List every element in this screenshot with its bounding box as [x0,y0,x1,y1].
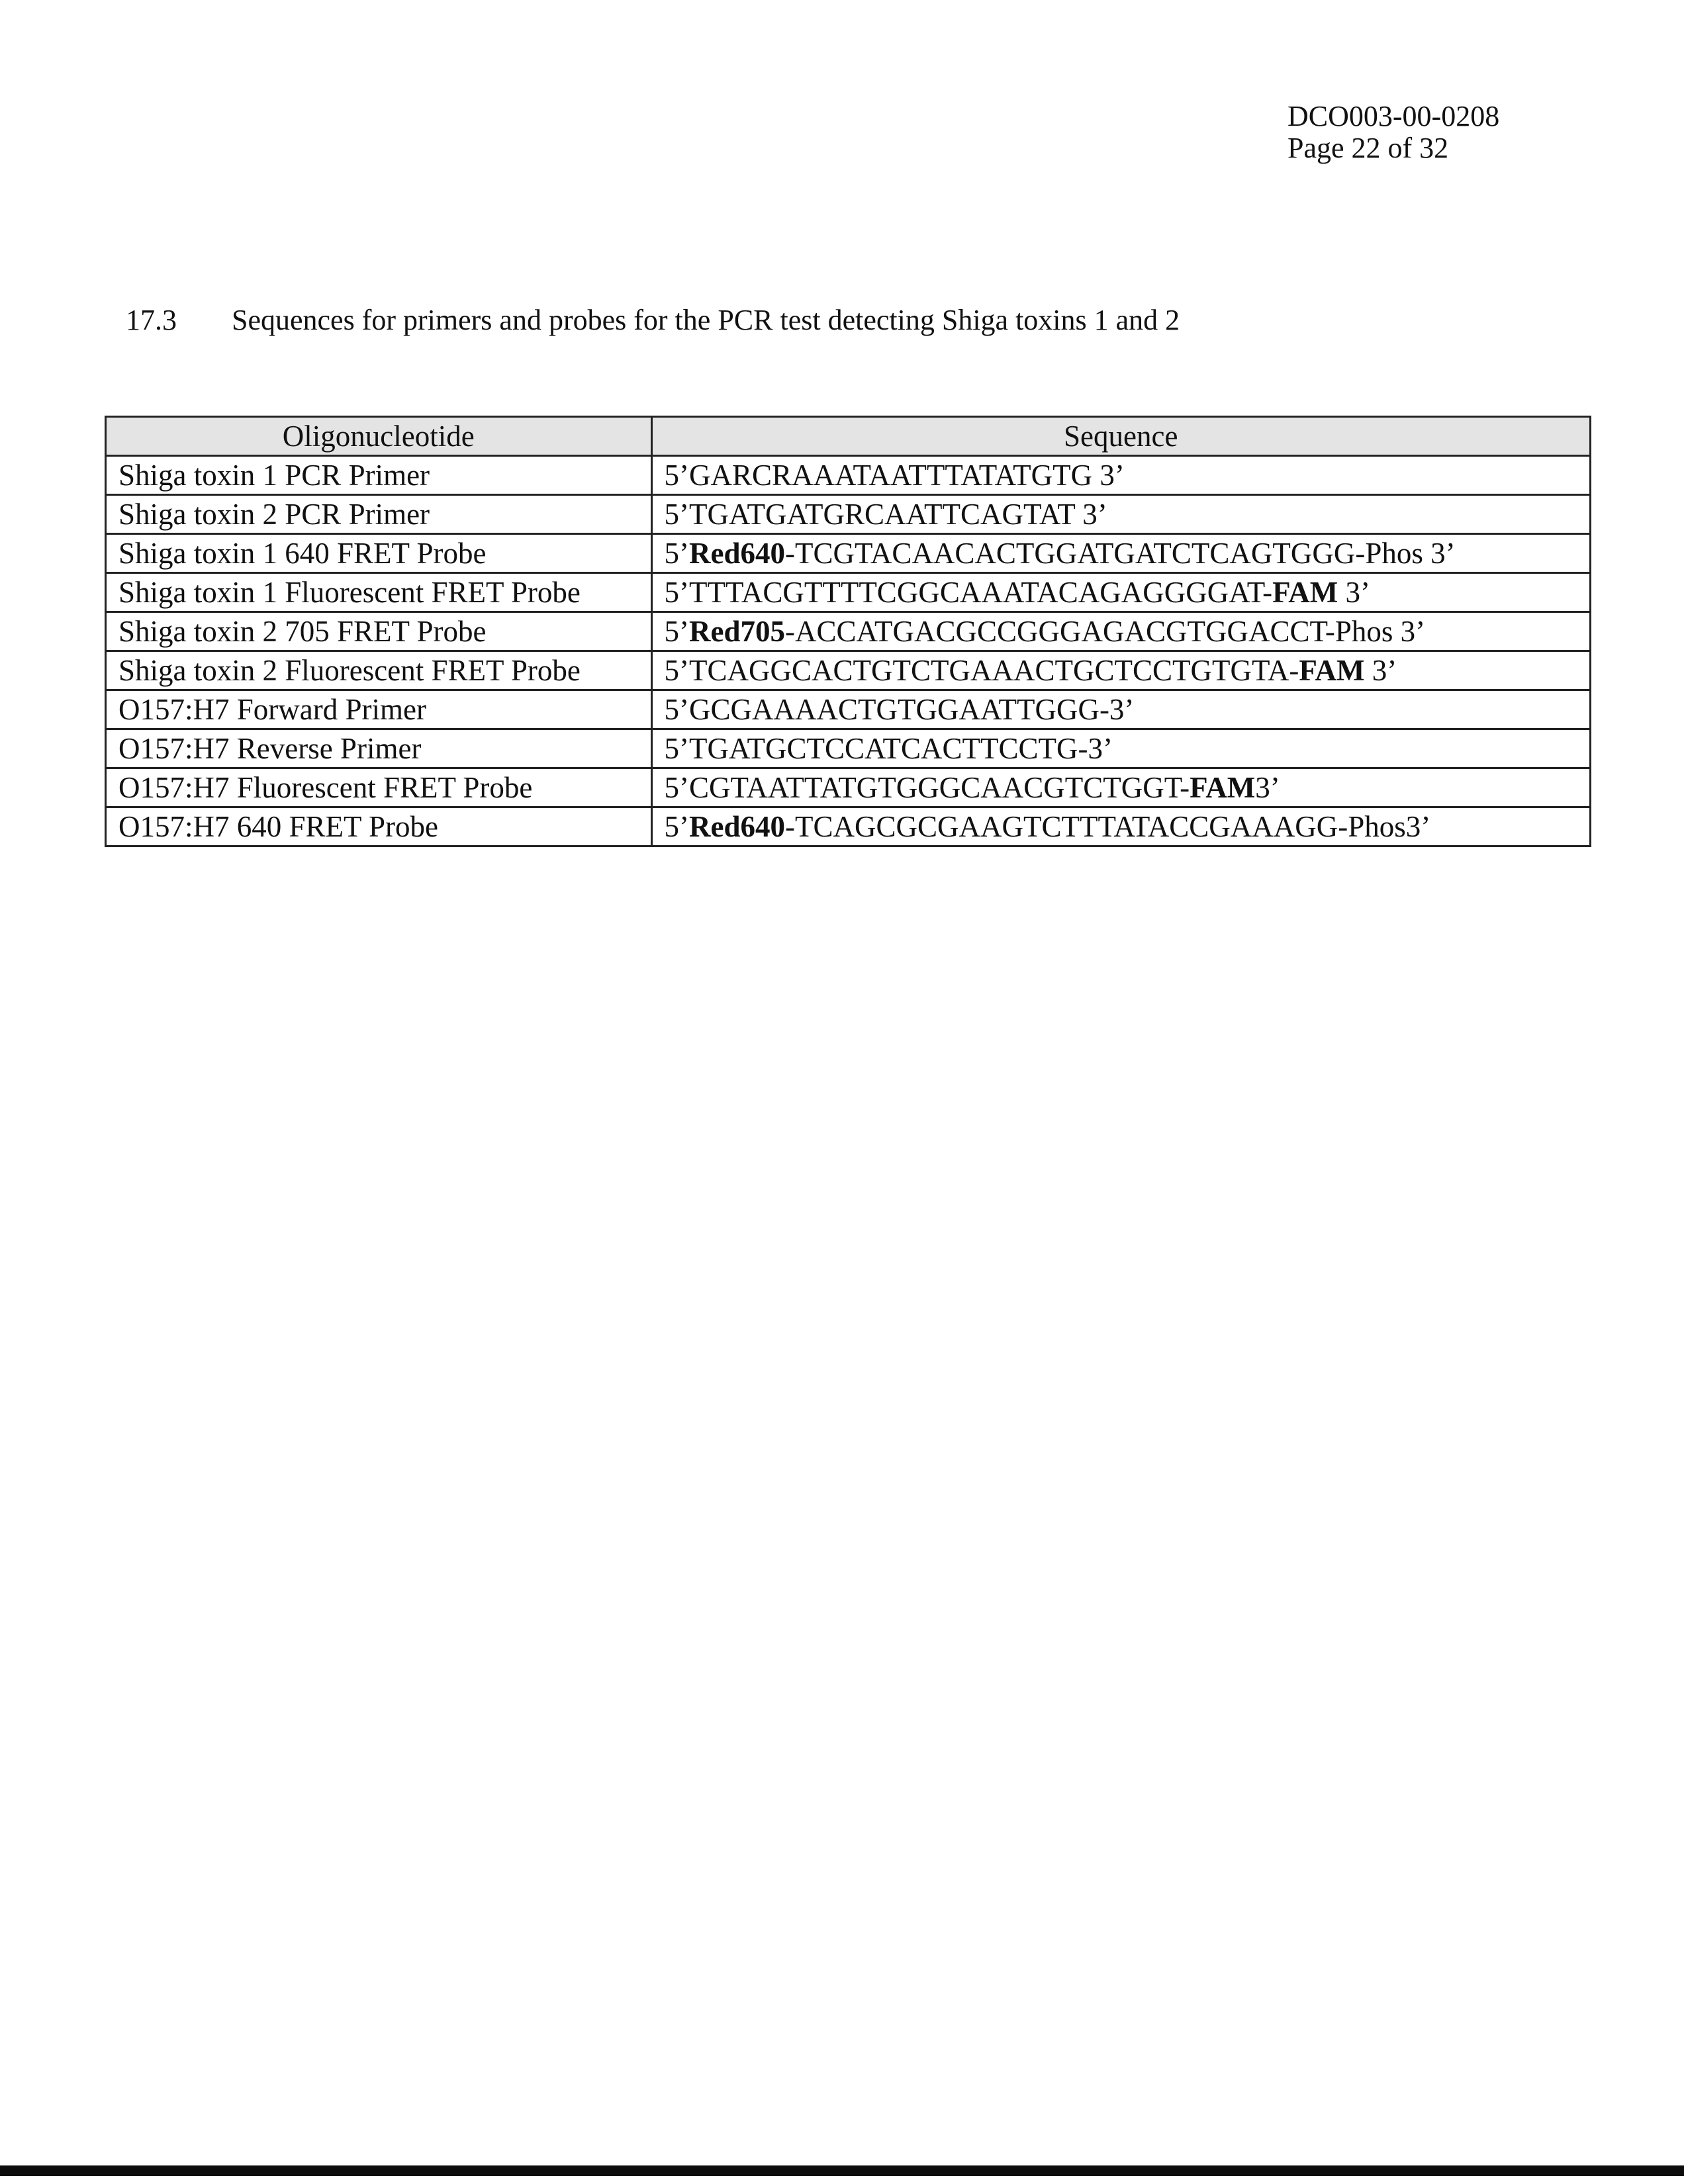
table-body [106,456,1591,846]
oligonucleotide-cell: Shiga toxin 1 Fluorescent FRET Probe [106,573,652,612]
oligonucleotide-cell: O157:H7 640 FRET Probe [106,807,652,846]
sequence-cell [651,651,1591,690]
fluorophore-label: Red705 [689,614,785,648]
document-header [1287,101,1499,164]
fluorophore-label: FAM [1190,770,1256,804]
sequence-cell [651,573,1591,612]
sequence-text-tail: -TCAGCGCGAAGTCTTTATACCGAAAGG-Phos3’ [785,809,1431,843]
table-header-row [106,417,1591,456]
fluorophore-label: FAM [1299,653,1365,687]
table-row [106,768,1591,807]
sequence-text-tail: 3’ [1364,653,1397,687]
oligonucleotide-cell: Shiga toxin 2 705 FRET Probe [106,612,652,651]
sequence-text: 5’TTTACGTTTTCGGCAAATACAGAGGGGAT- [664,575,1273,609]
sequence-cell [651,690,1591,729]
document-id: DCO003-00-0208 [1287,100,1500,132]
section-heading [126,302,1180,339]
sequence-text: 5’GARCRAAATAATTTATATGTG 3’ [664,458,1125,492]
sequence-cell [651,768,1591,807]
sequence-text: 5’GCGAAAACTGTGGAATTGGG-3’ [664,692,1135,726]
oligonucleotide-cell: O157:H7 Fluorescent FRET Probe [106,768,652,807]
table-row [106,456,1591,495]
sequence-text: 5’ [664,809,689,843]
sequence-cell [651,807,1591,846]
sequence-text-tail: 3’ [1338,575,1370,609]
fluorophore-label: Red640 [689,809,785,843]
sequence-cell [651,495,1591,534]
fluorophore-label: Red640 [689,536,785,570]
table-row [106,651,1591,690]
table-row [106,807,1591,846]
table-row [106,690,1591,729]
table-row [106,534,1591,573]
table-row [106,729,1591,768]
sequence-text: 5’ [664,614,689,648]
bottom-scan-edge [0,2165,1684,2176]
sequence-text: 5’TCAGGCACTGTCTGAAACTGCTCCTGTGTA- [664,653,1299,687]
sequence-cell [651,729,1591,768]
page-number: Page 22 of 32 [1287,132,1449,164]
section-title: Sequences for primers and probes for the PCR test detecting Shiga toxins 1 and 2 [232,304,1180,336]
sequence-table [105,416,1591,847]
oligonucleotide-cell: Shiga toxin 1 PCR Primer [106,456,652,495]
oligonucleotide-cell: O157:H7 Reverse Primer [106,729,652,768]
table-row [106,573,1591,612]
sequence-text: 5’TGATGATGRCAATTCAGTAT 3’ [664,497,1107,531]
column-header-oligonucleotide: Oligonucleotide [106,417,652,456]
fluorophore-label: FAM [1272,575,1338,609]
sequence-text-tail: -ACCATGACGCCGGGAGACGTGGACCT-Phos 3’ [785,614,1426,648]
sequence-cell [651,612,1591,651]
table-row [106,495,1591,534]
table-row [106,612,1591,651]
oligonucleotide-cell: Shiga toxin 2 PCR Primer [106,495,652,534]
sequence-text: 5’TGATGCTCCATCACTTCCTG-3’ [664,731,1113,765]
sequence-text: 5’ [664,536,689,570]
column-header-sequence: Sequence [651,417,1591,456]
sequence-cell [651,456,1591,495]
sequence-text-tail: -TCGTACAACACTGGATGATCTCAGTGGG-Phos 3’ [785,536,1456,570]
section-number: 17.3 [126,304,177,336]
sequence-text: 5’CGTAATTATGTGGGCAACGTCTGGT- [664,770,1190,804]
oligonucleotide-cell: O157:H7 Forward Primer [106,690,652,729]
sequence-cell [651,534,1591,573]
sequence-text-tail: 3’ [1255,770,1280,804]
oligonucleotide-cell: Shiga toxin 1 640 FRET Probe [106,534,652,573]
oligonucleotide-cell: Shiga toxin 2 Fluorescent FRET Probe [106,651,652,690]
